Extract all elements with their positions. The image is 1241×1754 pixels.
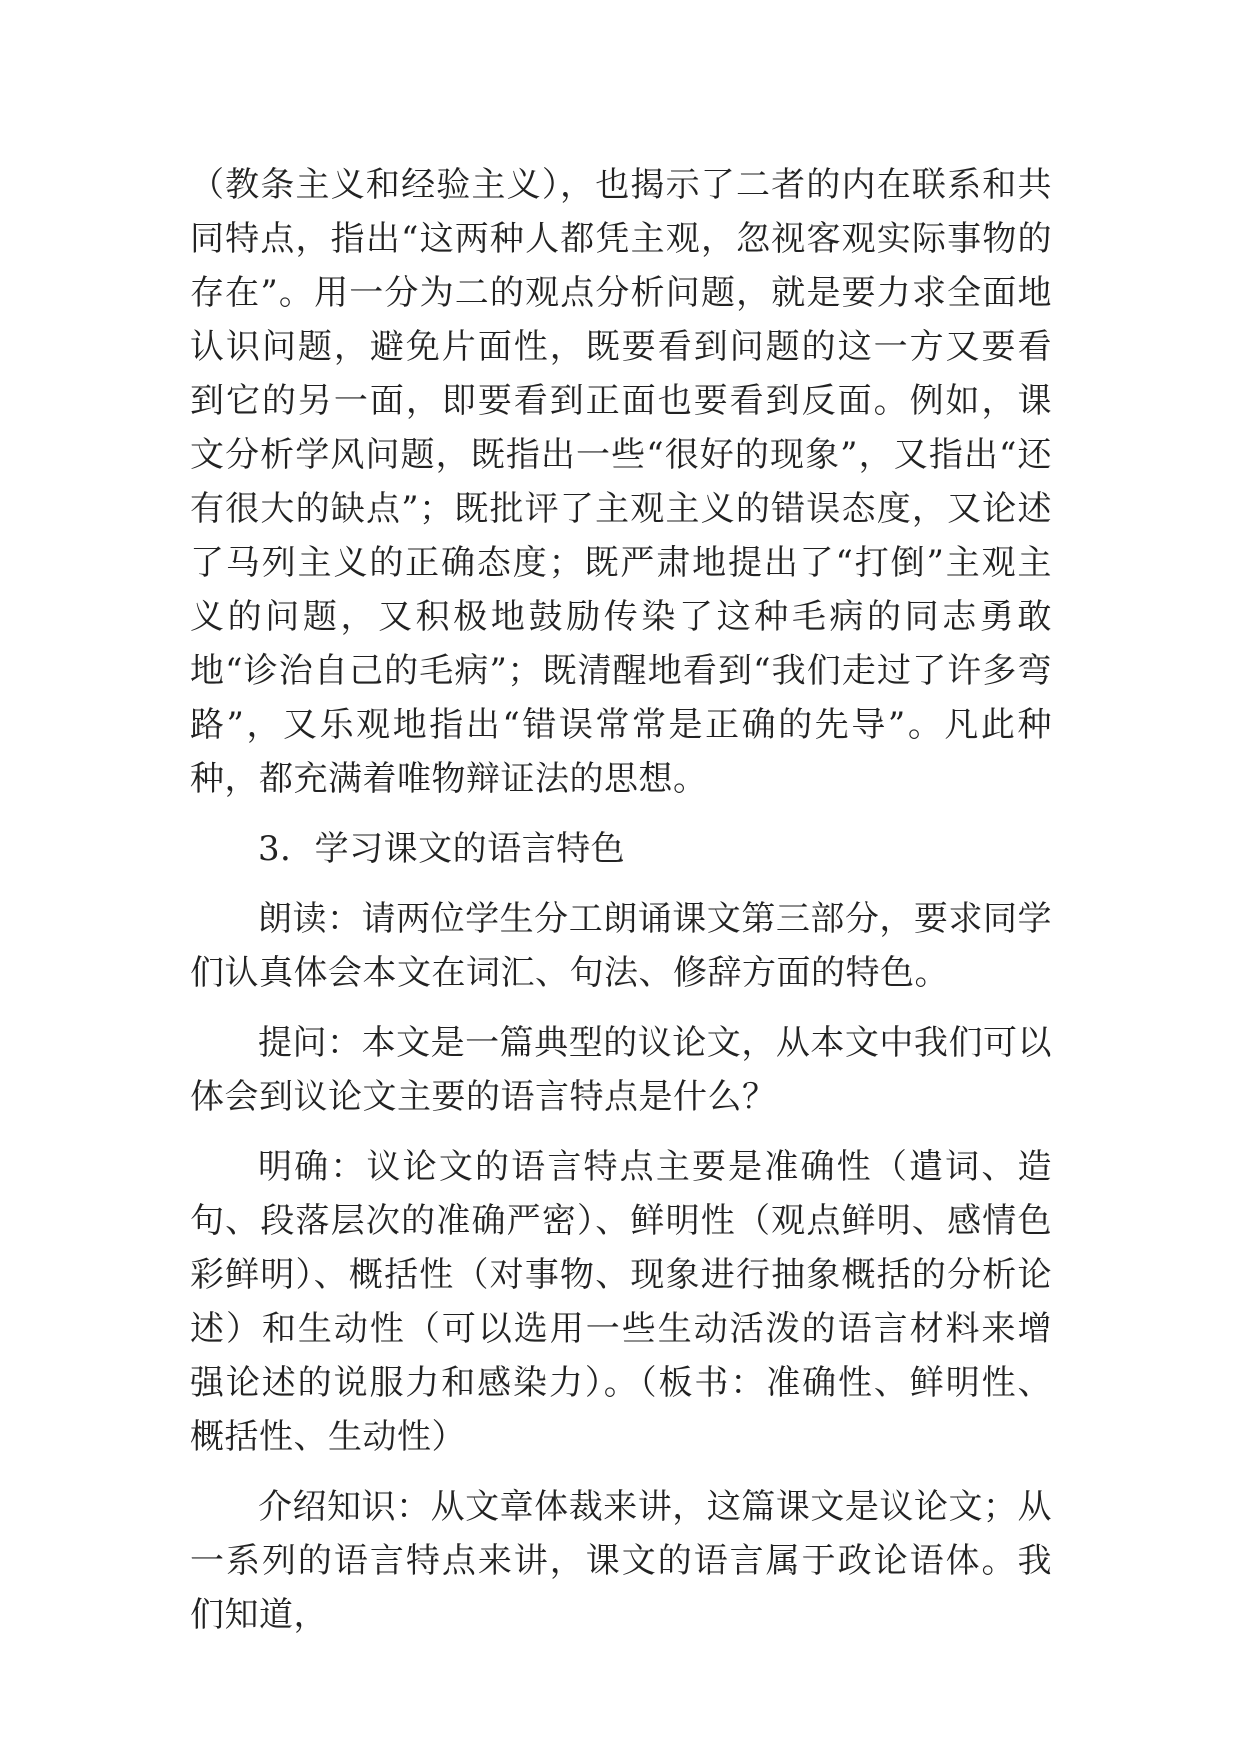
paragraph-reading: 朗读：请两位学生分工朗诵课文第三部分，要求同学们认真体会本文在词汇、句法、修辞方面的特色。: [190, 899, 1052, 993]
paragraph-dialectics: （教条主义和经验主义），也揭示了二者的内在联系和共同特点，指出“这两种人都凭主观，忽视客观实际事物的存在”。用一分为二的观点分析问题，就是要力求全面地认识问题，避免片面性，既要看到问题的这一方又要看到它的另一面，即要看到正面也要看到反面。例如，课文分析学风问题，既指出一些“很好的现象”，又指出“还有很大的缺点”；既批评了主观主义的错误态度，又论述了马列主义的正确态度；既严肃地提出了“打倒”主观主义的问题，又积极地鼓励传染了这种毛病的同志勇敢地“诊治自己的毛病”；既清醒地看到“我们走过了许多弯路”，又乐观地指出“错误常常是正确的先导”。凡此种种，都充满着唯物辩证法的思想。: [190, 165, 1052, 799]
document-body: [190, 158, 1052, 1642]
paragraph-knowledge: 介绍知识：从文章体裁来讲，这篇课文是议论文；从一系列的语言特点来讲，课文的语言属于政论语体。我们知道，: [190, 1487, 1052, 1635]
paragraph-question: 提问：本文是一篇典型的议论文，从本文中我们可以体会到议论文主要的语言特点是什么？: [190, 1023, 1052, 1117]
paragraph-answer: 明确：议论文的语言特点主要是准确性（遣词、造句、段落层次的准确严密）、鲜明性（观点鲜明、感情色彩鲜明）、概括性（对事物、现象进行抽象概括的分析论述）和生动性（可以选用一些生动活泼的语言材料来增强论述的说服力和感染力）。（板书：准确性、鲜明性、概括性、生动性）: [190, 1147, 1052, 1457]
section-heading-language: 3．学习课文的语言特色: [258, 829, 626, 869]
